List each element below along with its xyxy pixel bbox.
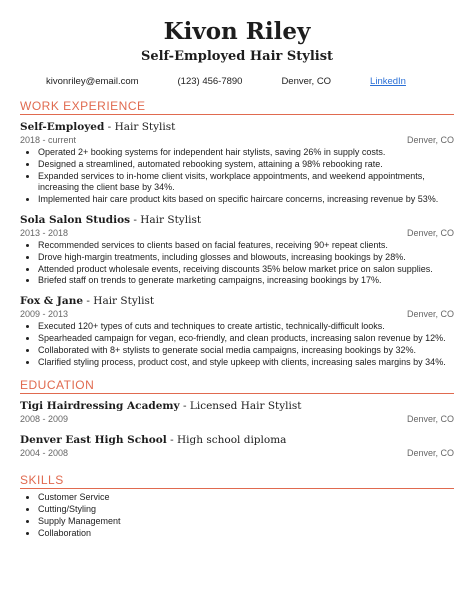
- education-degree: High school diploma: [177, 434, 287, 447]
- section-heading-education: EDUCATION: [20, 378, 95, 393]
- job-separator: -: [107, 121, 112, 133]
- job-separator: -: [133, 213, 137, 226]
- education-separator: -: [170, 434, 174, 447]
- job-meta: [20, 134, 454, 146]
- job-separator: -: [86, 295, 90, 308]
- education-location: Denver, CO: [406, 414, 454, 425]
- job-header: [20, 294, 454, 308]
- job-bullet: • Attended product wholesale events, receiving discounts 35% below market price on salon supplies.: [38, 264, 454, 276]
- job-bullet: • Drove high-margin treatments, including glosses and blowouts, increasing bookings by 28%.: [38, 252, 454, 264]
- job-entry: [20, 213, 454, 287]
- job-bullet: • Recommended services to clients based on facial features, receiving 90+ repeat clients.: [38, 240, 454, 252]
- section-heading-experience: WORK EXPERIENCE: [20, 99, 146, 113]
- job-entry: [20, 120, 454, 206]
- job-bullet: • Spearheaded campaign for vegan, eco-friendly, and clean products, increasing salon revenue by 12%.: [38, 333, 454, 345]
- job-header: [20, 120, 454, 134]
- job-bullet: • Implemented hair care product kits based on specific haircare concerns, increasing revenue by 53%.: [38, 194, 454, 206]
- job-bullet: • Executed 120+ types of cuts and techniques to create artistic, technically-difficult looks.: [38, 321, 454, 333]
- job-bullet: • Briefed staff on trends to generate marketing campaigns, increasing bookings by 17%.: [38, 275, 454, 287]
- job-bullet: • Clarified styling process, product cost, and style upkeep with clients, increasing sales margins by 34%.: [38, 357, 454, 369]
- job-meta: [20, 308, 454, 320]
- job-bullets: [20, 240, 454, 287]
- skill-item: • Cutting/Styling: [38, 503, 454, 515]
- job-bullets: [20, 321, 454, 368]
- linkedin-link[interactable]: LinkedIn: [370, 76, 406, 87]
- contact-bar: [20, 76, 454, 87]
- contact-email: kivonriley@email.com: [46, 76, 139, 87]
- education-dates: 2008 - 2009: [20, 414, 69, 425]
- job-company: Fox & Jane: [20, 295, 84, 308]
- job-role: Hair Stylist: [114, 121, 176, 133]
- skill-item: • Supply Management: [38, 515, 454, 527]
- candidate-name: Kivon Riley: [163, 18, 311, 45]
- job-meta: [20, 227, 454, 239]
- skill-item: • Collaboration: [38, 527, 454, 539]
- job-dates: 2018 - current: [20, 135, 77, 145]
- job-role: Hair Stylist: [140, 213, 202, 226]
- section-divider: [20, 393, 454, 394]
- education-header: [20, 399, 454, 413]
- contact-location: Denver, CO: [281, 76, 332, 87]
- job-company: Sola Salon Studios: [20, 213, 131, 226]
- job-entry: [20, 294, 454, 368]
- job-bullets: [20, 147, 454, 206]
- education-entry: [20, 399, 454, 425]
- job-bullet: • Operated 2+ booking systems for independent hair stylists, saving 26% in supply costs.: [38, 147, 454, 159]
- job-location: Denver, CO: [406, 227, 454, 238]
- education-entry: [20, 433, 454, 459]
- skill-item: • Customer Service: [38, 491, 454, 503]
- job-bullet: • Expanded services to in-home client visits, workplace appointments, and weekend appointments, increasing the client base by 34%.: [38, 171, 454, 195]
- section-heading-skills: SKILLS: [20, 473, 64, 488]
- education-degree: Licensed Hair Stylist: [189, 400, 302, 413]
- education-meta: [20, 413, 454, 425]
- job-location: Denver, CO: [406, 309, 454, 320]
- job-location: Denver, CO: [406, 135, 454, 145]
- section-divider: [20, 114, 454, 115]
- education-location: Denver, CO: [406, 448, 454, 459]
- job-role: Hair Stylist: [93, 295, 155, 308]
- education-school: Tigi Hairdressing Academy: [20, 400, 180, 413]
- section-divider: [20, 488, 454, 489]
- job-company: Self-Employed: [20, 121, 105, 133]
- job-dates: 2013 - 2018: [20, 227, 69, 238]
- education-dates: 2004 - 2008: [20, 448, 69, 459]
- education-school: Denver East High School: [20, 434, 167, 447]
- skills-list: [20, 491, 454, 539]
- education-header: [20, 433, 454, 447]
- education-meta: [20, 447, 454, 459]
- job-dates: 2009 - 2013: [20, 309, 69, 320]
- job-bullet: • Designed a streamlined, automated rebooking system, attaining a 98% rebooking rate.: [38, 159, 454, 171]
- contact-phone: (123) 456-7890: [177, 76, 243, 87]
- job-header: [20, 213, 454, 227]
- job-bullet: • Collaborated with 8+ stylists to generate social media campaigns, increasing bookings by 32%.: [38, 345, 454, 357]
- candidate-title: Self-Employed Hair Stylist: [140, 49, 334, 64]
- education-separator: -: [182, 400, 187, 413]
